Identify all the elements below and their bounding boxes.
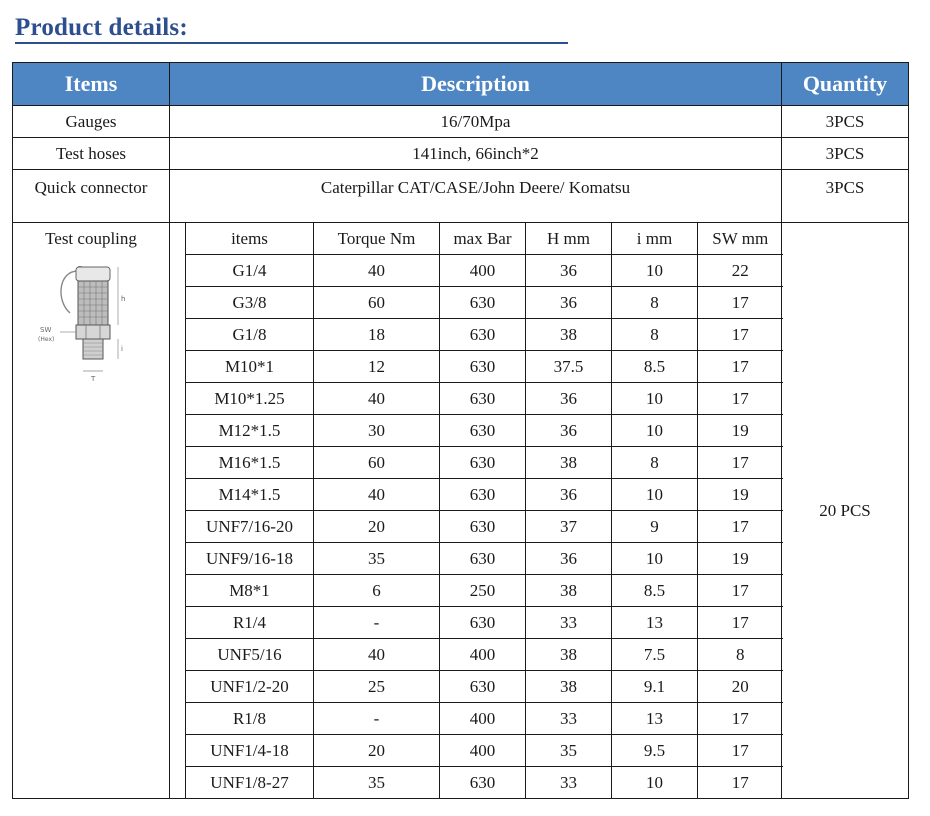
spec-cell: 35 bbox=[526, 735, 612, 767]
spec-cell: 30 bbox=[314, 415, 440, 447]
coupling-drawing bbox=[36, 261, 146, 386]
spec-cell: 630 bbox=[440, 543, 526, 575]
spec-column-header: SW mm bbox=[698, 223, 783, 255]
spec-cell: 630 bbox=[440, 351, 526, 383]
spec-cell: 630 bbox=[440, 287, 526, 319]
spec-cell: 17 bbox=[698, 511, 783, 543]
spec-cell: 250 bbox=[440, 575, 526, 607]
spec-cell: 40 bbox=[314, 639, 440, 671]
spec-cell: 33 bbox=[526, 767, 612, 799]
spec-cell: 33 bbox=[526, 703, 612, 735]
spec-header-row bbox=[186, 223, 783, 255]
spec-cell: M10*1 bbox=[186, 351, 314, 383]
spec-cell: 17 bbox=[698, 607, 783, 639]
description-cell: 16/70Mpa bbox=[170, 106, 782, 138]
header-quantity: Quantity bbox=[782, 63, 909, 106]
t-dimension-label: T bbox=[91, 375, 96, 383]
spec-row bbox=[186, 639, 783, 671]
spec-cell: 36 bbox=[526, 287, 612, 319]
spec-cell: 18 bbox=[314, 319, 440, 351]
spec-cell: - bbox=[314, 607, 440, 639]
spec-cell: 19 bbox=[698, 479, 783, 511]
spec-column-header: i mm bbox=[612, 223, 698, 255]
coupling-spec-table bbox=[185, 223, 783, 798]
spec-cell: 37 bbox=[526, 511, 612, 543]
table-row bbox=[13, 170, 909, 223]
spec-cell: 17 bbox=[698, 575, 783, 607]
spec-cell: 38 bbox=[526, 671, 612, 703]
coupling-label: Test coupling bbox=[45, 229, 137, 248]
spec-cell: 8 bbox=[612, 319, 698, 351]
header-row bbox=[13, 63, 909, 106]
spec-row bbox=[186, 767, 783, 799]
spec-column-header: H mm bbox=[526, 223, 612, 255]
spec-cell: M10*1.25 bbox=[186, 383, 314, 415]
spec-cell: 10 bbox=[612, 415, 698, 447]
spec-cell: M8*1 bbox=[186, 575, 314, 607]
spec-cell: 40 bbox=[314, 479, 440, 511]
spec-cell: 36 bbox=[526, 383, 612, 415]
spec-cell: M16*1.5 bbox=[186, 447, 314, 479]
item-cell: Gauges bbox=[13, 106, 170, 138]
spec-cell: 630 bbox=[440, 447, 526, 479]
spec-row bbox=[186, 671, 783, 703]
spec-cell: 8.5 bbox=[612, 351, 698, 383]
spec-cell: 13 bbox=[612, 607, 698, 639]
spec-cell: 36 bbox=[526, 479, 612, 511]
coupling-quantity-cell: 20 PCS bbox=[782, 223, 909, 799]
spec-cell: 20 bbox=[314, 511, 440, 543]
spec-cell: 10 bbox=[612, 767, 698, 799]
spec-row bbox=[186, 575, 783, 607]
description-cell: 141inch, 66inch*2 bbox=[170, 138, 782, 170]
spec-cell: 9.1 bbox=[612, 671, 698, 703]
spec-row bbox=[186, 319, 783, 351]
spec-cell: 630 bbox=[440, 415, 526, 447]
description-cell: Caterpillar CAT/CASE/John Deere/ Komatsu bbox=[170, 170, 782, 223]
spec-cell: 13 bbox=[612, 703, 698, 735]
spec-row bbox=[186, 511, 783, 543]
spec-cell: 8 bbox=[612, 287, 698, 319]
spec-row bbox=[186, 543, 783, 575]
spec-cell: 9.5 bbox=[612, 735, 698, 767]
header-items: Items bbox=[13, 63, 170, 106]
spec-cell: 25 bbox=[314, 671, 440, 703]
spec-cell: 36 bbox=[526, 543, 612, 575]
spec-cell: 19 bbox=[698, 415, 783, 447]
coupling-row bbox=[13, 223, 909, 799]
spec-column-header: max Bar bbox=[440, 223, 526, 255]
spec-cell: 22 bbox=[698, 255, 783, 287]
spec-row bbox=[186, 479, 783, 511]
spec-cell: G1/4 bbox=[186, 255, 314, 287]
table-row bbox=[13, 106, 909, 138]
spec-cell: 12 bbox=[314, 351, 440, 383]
spec-cell: UNF7/16-20 bbox=[186, 511, 314, 543]
spec-cell: 35 bbox=[314, 543, 440, 575]
spec-cell: 17 bbox=[698, 383, 783, 415]
item-cell: Quick connector bbox=[13, 170, 170, 223]
spec-cell: 10 bbox=[612, 255, 698, 287]
spec-cell: 630 bbox=[440, 383, 526, 415]
spec-row bbox=[186, 255, 783, 287]
spec-cell: 20 bbox=[698, 671, 783, 703]
spec-cell: UNF5/16 bbox=[186, 639, 314, 671]
spec-row bbox=[186, 447, 783, 479]
hex-dimension-label: (Hex) bbox=[38, 336, 55, 343]
spec-cell: 17 bbox=[698, 319, 783, 351]
spec-cell: 10 bbox=[612, 383, 698, 415]
spec-cell: 630 bbox=[440, 511, 526, 543]
spec-cell: 33 bbox=[526, 607, 612, 639]
spec-cell: G3/8 bbox=[186, 287, 314, 319]
spec-cell: M12*1.5 bbox=[186, 415, 314, 447]
spec-cell: 38 bbox=[526, 447, 612, 479]
spec-cell: 17 bbox=[698, 351, 783, 383]
quantity-cell: 3PCS bbox=[782, 170, 909, 223]
spec-row bbox=[186, 415, 783, 447]
spec-cell: 17 bbox=[698, 447, 783, 479]
sw-dimension-label: SW bbox=[40, 326, 52, 334]
coupling-item-cell bbox=[13, 223, 170, 799]
spec-cell: 630 bbox=[440, 479, 526, 511]
spec-cell: 400 bbox=[440, 639, 526, 671]
i-dimension-label: i bbox=[121, 345, 123, 353]
spec-cell: - bbox=[314, 703, 440, 735]
spec-cell: 60 bbox=[314, 287, 440, 319]
spec-cell: 10 bbox=[612, 479, 698, 511]
spec-cell: 8 bbox=[698, 639, 783, 671]
title-underline bbox=[15, 42, 568, 44]
spec-cell: UNF1/4-18 bbox=[186, 735, 314, 767]
spec-cell: 7.5 bbox=[612, 639, 698, 671]
spec-cell: 20 bbox=[314, 735, 440, 767]
spec-row bbox=[186, 351, 783, 383]
spec-cell: 38 bbox=[526, 319, 612, 351]
spec-cell: 400 bbox=[440, 703, 526, 735]
spec-row bbox=[186, 735, 783, 767]
spec-cell: 630 bbox=[440, 671, 526, 703]
product-details-table bbox=[12, 62, 909, 799]
spec-cell: 40 bbox=[314, 383, 440, 415]
spec-cell: 40 bbox=[314, 255, 440, 287]
spec-cell: R1/4 bbox=[186, 607, 314, 639]
quantity-cell: 3PCS bbox=[782, 106, 909, 138]
spec-cell: R1/8 bbox=[186, 703, 314, 735]
spec-cell: UNF1/8-27 bbox=[186, 767, 314, 799]
spec-cell: 17 bbox=[698, 767, 783, 799]
spec-cell: 630 bbox=[440, 319, 526, 351]
spec-cell: 35 bbox=[314, 767, 440, 799]
spec-cell: 19 bbox=[698, 543, 783, 575]
spec-column-header: items bbox=[186, 223, 314, 255]
spec-cell: 6 bbox=[314, 575, 440, 607]
spec-cell: 630 bbox=[440, 767, 526, 799]
h-dimension-label: h bbox=[121, 295, 126, 303]
item-cell: Test hoses bbox=[13, 138, 170, 170]
spec-row bbox=[186, 703, 783, 735]
spec-cell: 60 bbox=[314, 447, 440, 479]
coupling-spec-cell bbox=[170, 223, 782, 799]
spec-column-header: Torque Nm bbox=[314, 223, 440, 255]
table-row bbox=[13, 138, 909, 170]
spec-cell: 8.5 bbox=[612, 575, 698, 607]
spec-cell: 17 bbox=[698, 735, 783, 767]
quantity-cell: 3PCS bbox=[782, 138, 909, 170]
spec-cell: 37.5 bbox=[526, 351, 612, 383]
spec-cell: 38 bbox=[526, 639, 612, 671]
spec-cell: 400 bbox=[440, 735, 526, 767]
spec-cell: 38 bbox=[526, 575, 612, 607]
spec-cell: 36 bbox=[526, 255, 612, 287]
spec-cell: 400 bbox=[440, 255, 526, 287]
spec-cell: 630 bbox=[440, 607, 526, 639]
spec-cell: 36 bbox=[526, 415, 612, 447]
spec-cell: 17 bbox=[698, 703, 783, 735]
spec-cell: 9 bbox=[612, 511, 698, 543]
spec-cell: UNF1/2-20 bbox=[186, 671, 314, 703]
header-description: Description bbox=[170, 63, 782, 106]
spec-row bbox=[186, 287, 783, 319]
spec-cell: 8 bbox=[612, 447, 698, 479]
spec-cell: UNF9/16-18 bbox=[186, 543, 314, 575]
spec-cell: G1/8 bbox=[186, 319, 314, 351]
spec-row bbox=[186, 607, 783, 639]
page-title: Product details: bbox=[15, 14, 188, 41]
spec-cell: M14*1.5 bbox=[186, 479, 314, 511]
spec-cell: 17 bbox=[698, 287, 783, 319]
spec-row bbox=[186, 383, 783, 415]
spec-cell: 10 bbox=[612, 543, 698, 575]
